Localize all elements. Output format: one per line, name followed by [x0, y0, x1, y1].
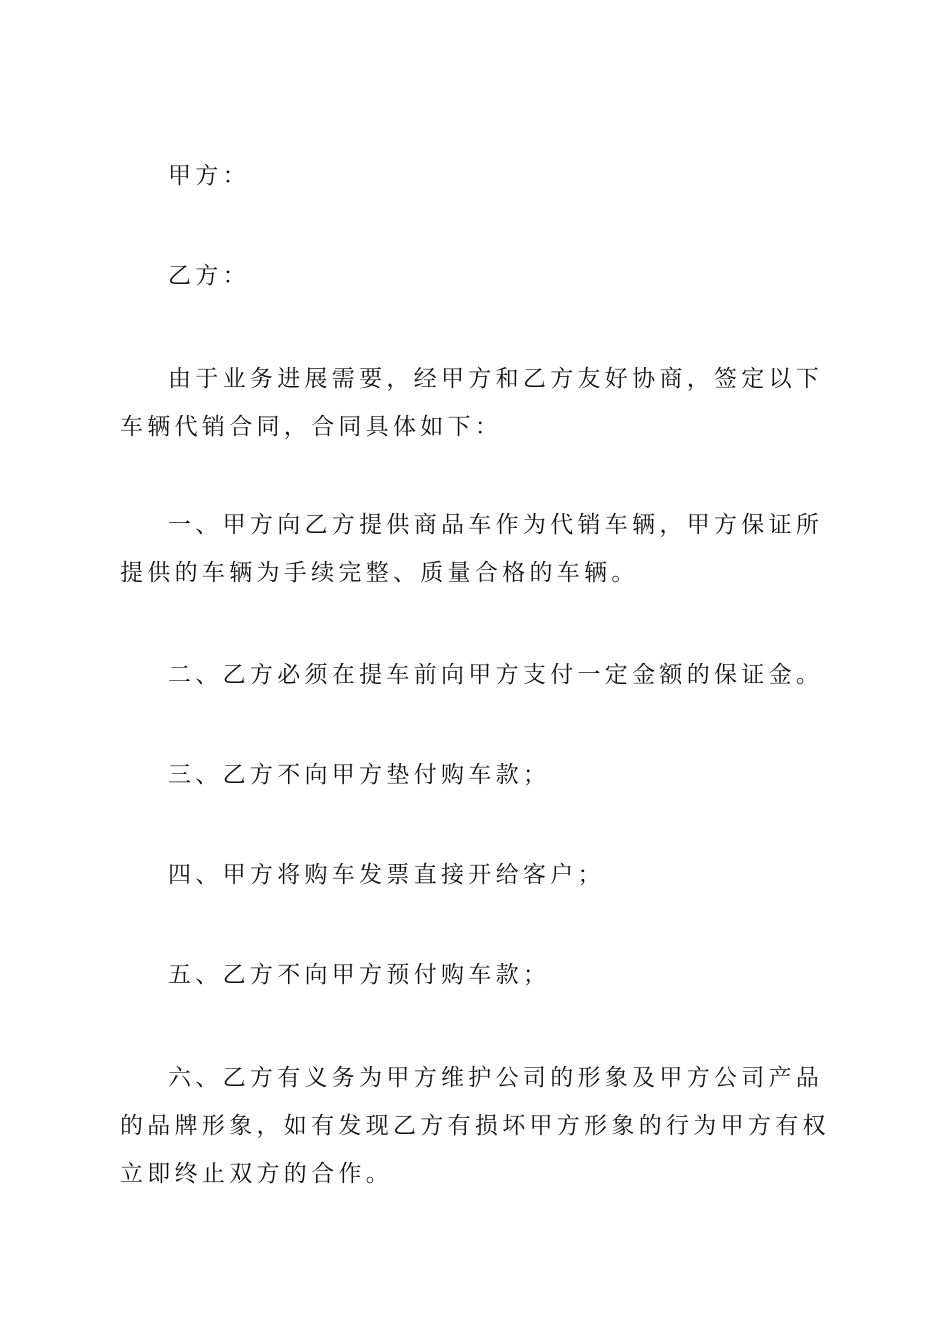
clause-4: 四、甲方将购车发票直接开给客户； [168, 862, 605, 888]
clause-3: 三、乙方不向甲方垫付购车款； [168, 762, 551, 788]
clause-6: 六、乙方有义务为甲方维护公司的形象及甲方公司产品的品牌形象，如有发现乙方有损坏甲方形象的行为甲方有权立即终止双方的合作。 [120, 1065, 830, 1187]
party-b-line: 乙方： [168, 263, 250, 289]
intro-paragraph: 由于业务进展需要，经甲方和乙方友好协商，签定以下车辆代销合同，合同具体如下： [120, 366, 824, 440]
party-a-line: 甲方： [168, 163, 250, 189]
clause-1: 一、甲方向乙方提供商品车作为代销车辆，甲方保证所提供的车辆为手续完整、质量合格的车辆。 [120, 512, 824, 586]
clause-5: 五、乙方不向甲方预付购车款； [168, 962, 551, 988]
clause-2: 二、乙方必须在提车前向甲方支付一定金额的保证金。 [168, 662, 824, 688]
